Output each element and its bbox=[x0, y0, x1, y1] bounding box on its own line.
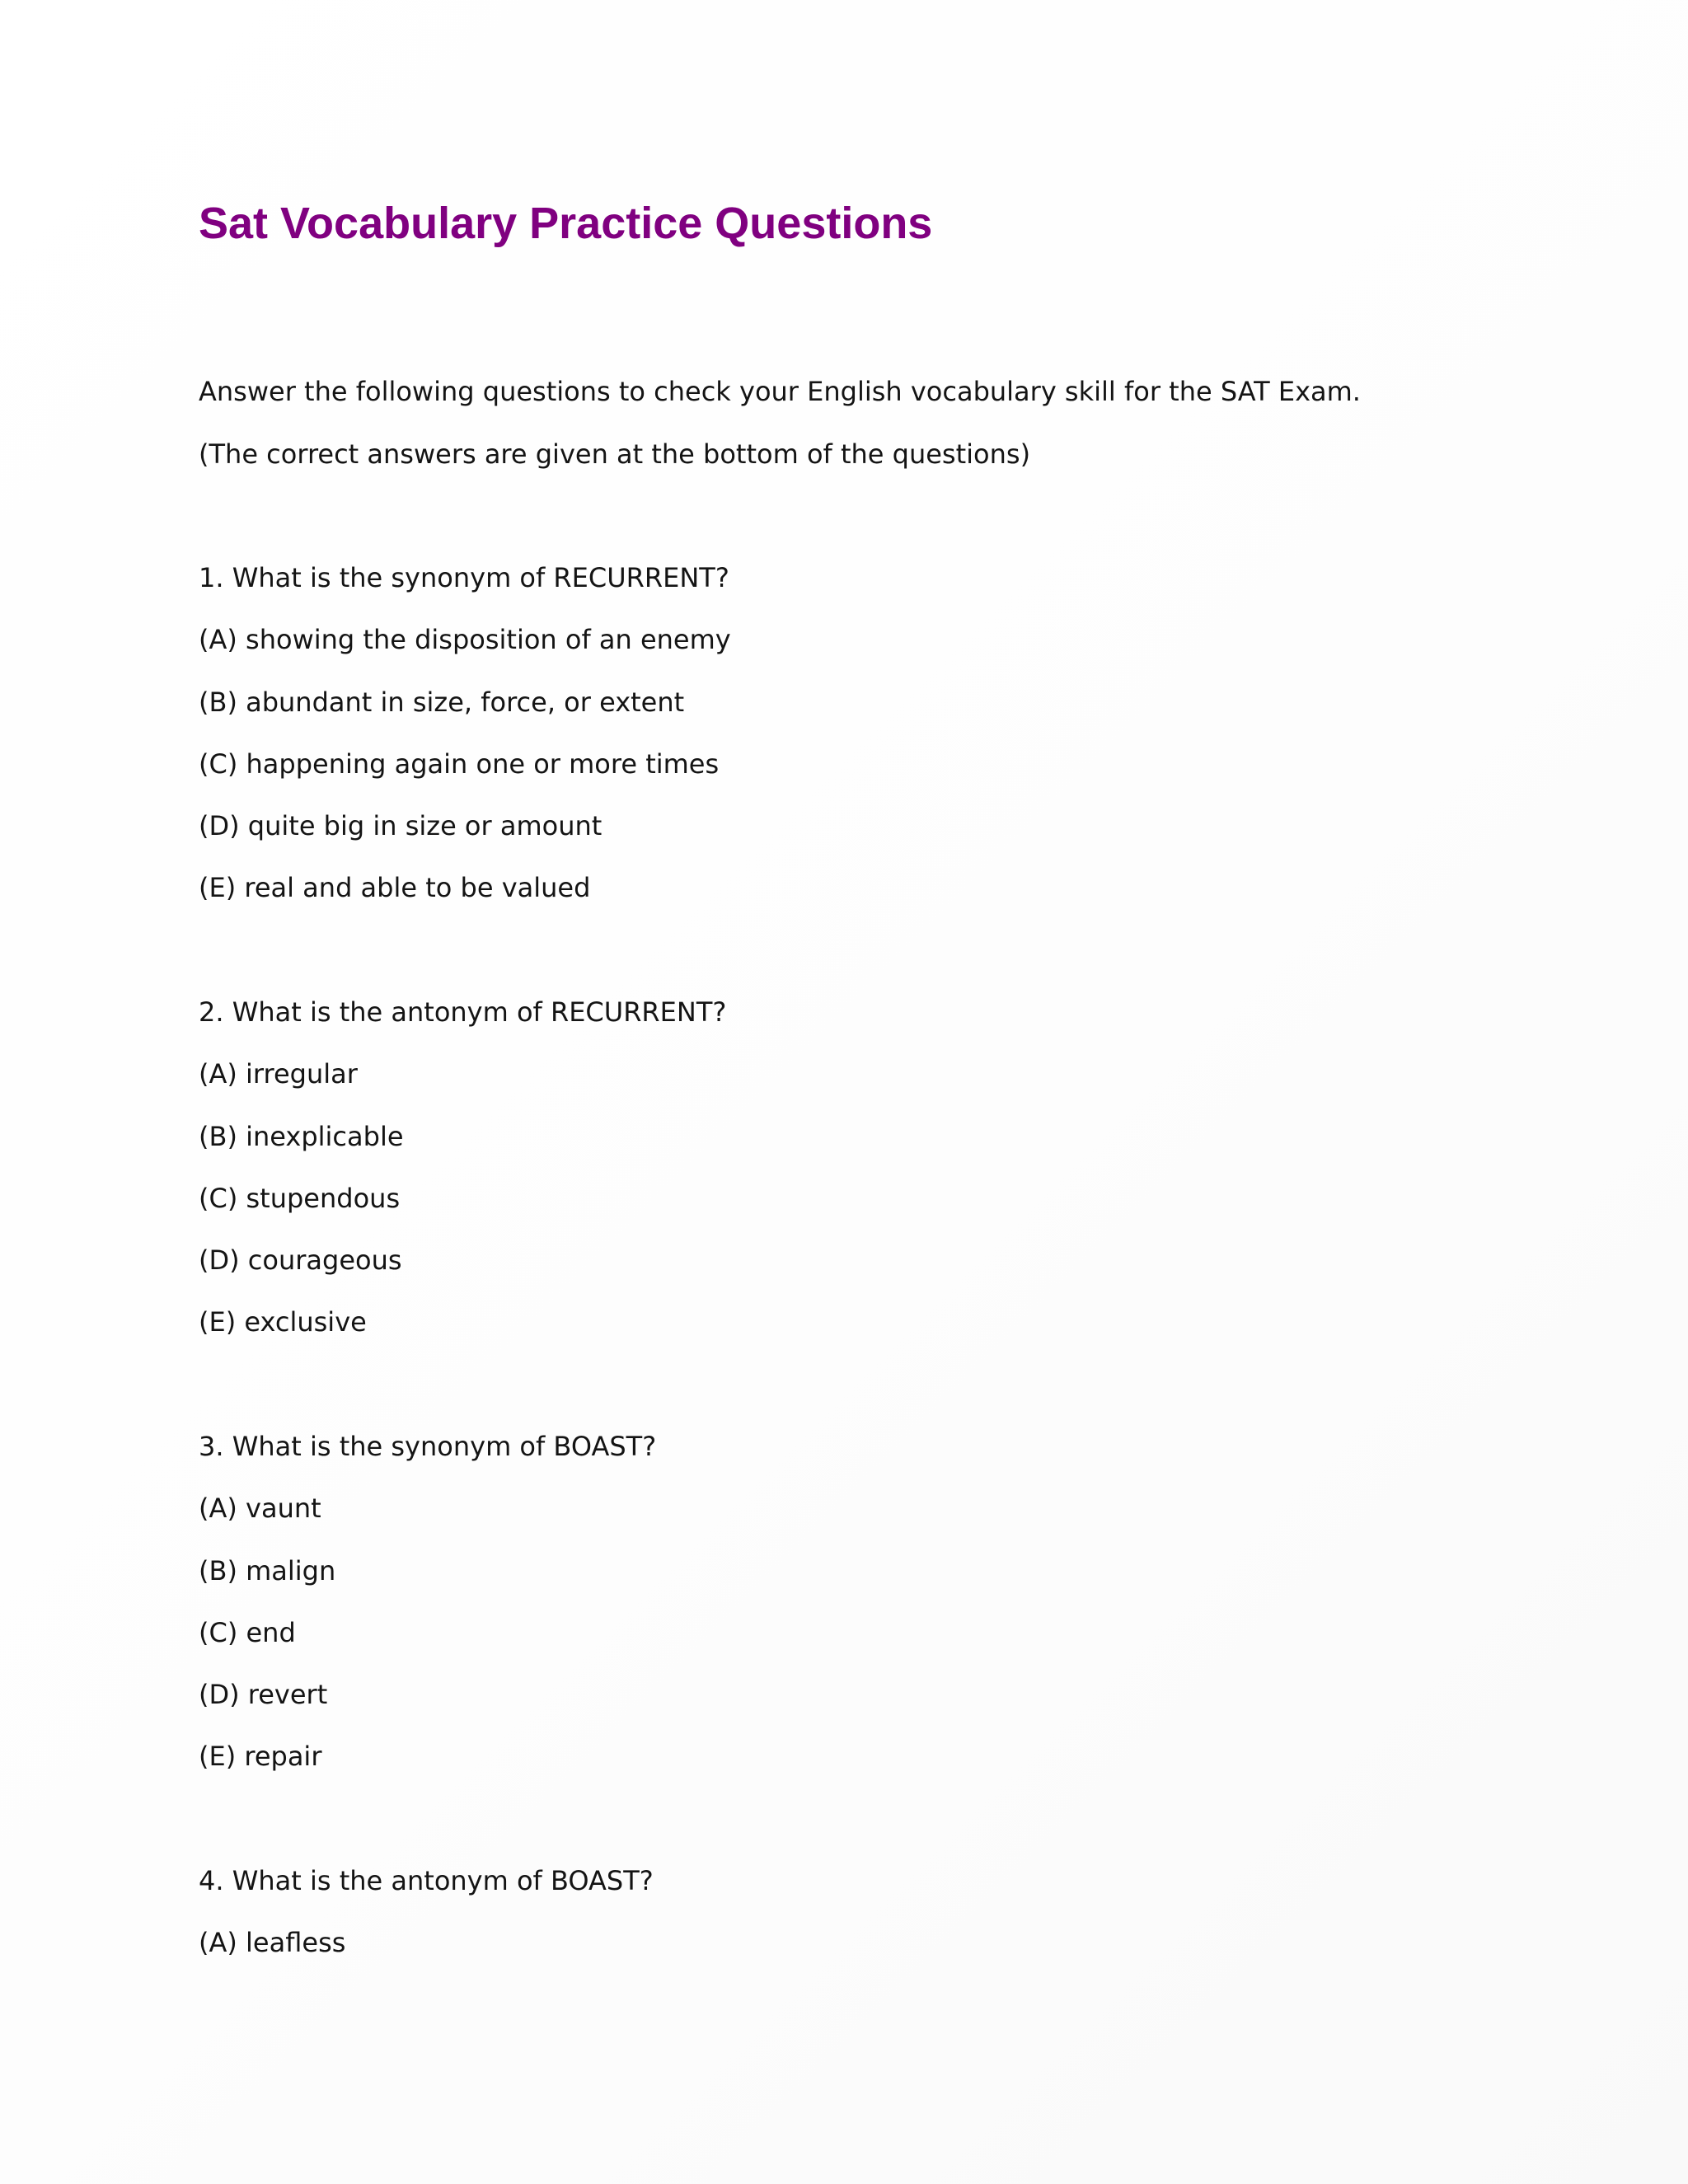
question-2-option-a: (A) irregular bbox=[199, 1058, 358, 1090]
question-1-option-c: (C) happening again one or more times bbox=[199, 748, 720, 780]
question-1-option-d: (D) quite big in size or amount bbox=[199, 810, 603, 841]
question-2-option-c: (C) stupendous bbox=[199, 1183, 401, 1214]
question-3-option-b: (B) malign bbox=[199, 1555, 336, 1586]
question-1-option-a: (A) showing the disposition of an enemy bbox=[199, 624, 731, 655]
question-3-option-c: (C) end bbox=[199, 1617, 296, 1648]
question-3-option-e: (E) repair bbox=[199, 1741, 322, 1772]
intro-answers-note: (The correct answers are given at the bottom of the questions) bbox=[199, 438, 1031, 470]
question-3-option-d: (D) revert bbox=[199, 1679, 328, 1710]
question-4-prompt: 4. What is the antonym of BOAST? bbox=[199, 1865, 654, 1896]
question-2-option-b: (B) inexplicable bbox=[199, 1121, 404, 1152]
question-1-option-b: (B) abundant in size, force, or extent bbox=[199, 687, 685, 718]
question-1-option-e: (E) real and able to be valued bbox=[199, 872, 591, 903]
question-1-prompt: 1. What is the synonym of RECURRENT? bbox=[199, 562, 729, 593]
question-4-option-a: (A) leafless bbox=[199, 1927, 346, 1958]
intro-instructions: Answer the following questions to check your English vocabulary skill for the SAT Exam. bbox=[199, 376, 1361, 407]
question-2-option-d: (D) courageous bbox=[199, 1244, 402, 1276]
question-2-prompt: 2. What is the antonym of RECURRENT? bbox=[199, 996, 727, 1028]
question-3-prompt: 3. What is the synonym of BOAST? bbox=[199, 1431, 657, 1462]
page-title: Sat Vocabulary Practice Questions bbox=[199, 199, 933, 248]
question-2-option-e: (E) exclusive bbox=[199, 1306, 367, 1338]
question-3-option-a: (A) vaunt bbox=[199, 1493, 321, 1524]
